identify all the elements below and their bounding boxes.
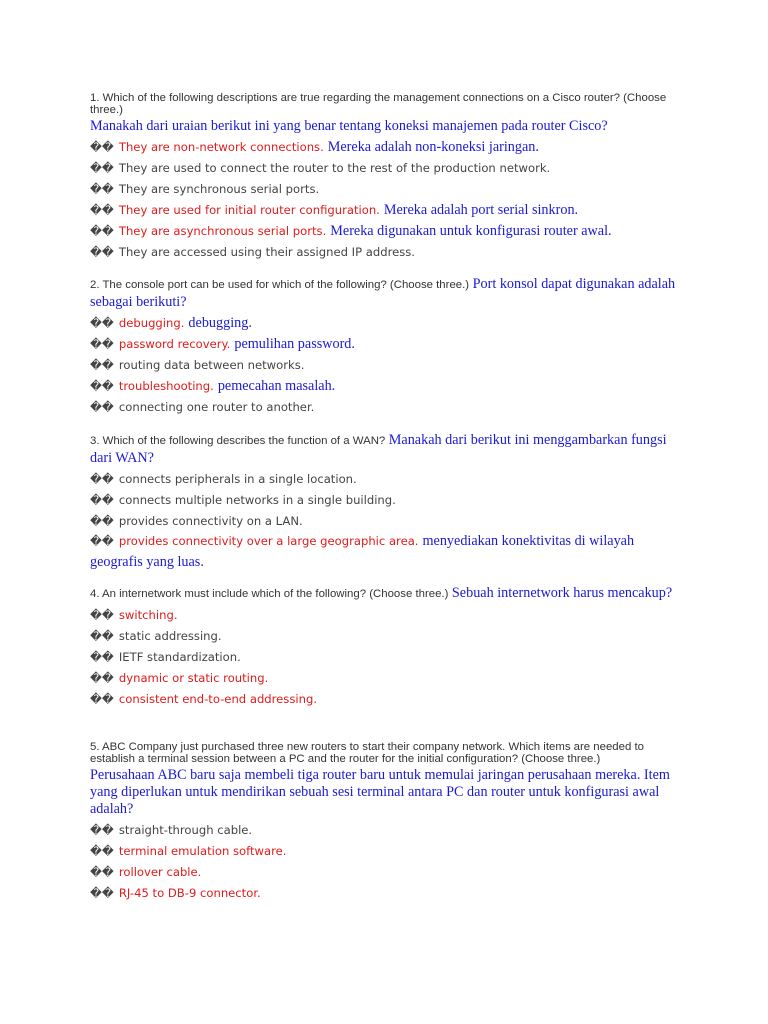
option-text-en: connecting one router to another. <box>118 400 315 414</box>
option <box>90 240 680 261</box>
bullet-glyph: �� <box>90 161 114 175</box>
option <box>90 881 680 902</box>
option-text-en: terminal emulation software. <box>118 844 287 858</box>
option-text-en: They are accessed using their assigned IP address. <box>118 245 415 259</box>
option-text-en: routing data between networks. <box>118 358 305 372</box>
option-text-id: Mereka adalah port serial sinkron. <box>383 202 579 218</box>
option-text-en: password recovery. <box>118 337 231 351</box>
question-text-id: Port konsol dapat digunakan adalah sebagai berikuti? <box>90 276 676 310</box>
question-text-en: 5. ABC Company just purchased three new routers to start their company network. Which items are needed to establish a terminal session between a PC and the router for the initial configuration? (Choose three.) <box>90 741 644 765</box>
question-5 <box>90 741 680 902</box>
bullet-glyph: �� <box>90 400 114 414</box>
option <box>90 135 680 156</box>
bullet-glyph: �� <box>90 140 114 154</box>
bullet-glyph: �� <box>90 514 114 528</box>
bullet-glyph: �� <box>90 629 114 643</box>
option-text-en: dynamic or static routing. <box>118 671 269 685</box>
bullet-glyph: �� <box>90 493 114 507</box>
option <box>90 219 680 240</box>
option <box>90 177 680 198</box>
question-heading <box>90 432 680 467</box>
bullet-glyph: �� <box>90 358 114 372</box>
bullet-glyph: �� <box>90 671 114 685</box>
option-text-en: debugging. <box>118 316 185 330</box>
option <box>90 488 680 509</box>
question-text-en: 3. Which of the following describes the function of a WAN? <box>90 435 386 447</box>
option <box>90 860 680 881</box>
option <box>90 509 680 530</box>
option <box>90 311 680 332</box>
bullet-glyph: �� <box>90 650 114 664</box>
option-text-en: IETF standardization. <box>118 650 241 664</box>
bullet-glyph: �� <box>90 182 114 196</box>
option-text-en: RJ-45 to DB-9 connector. <box>118 886 261 900</box>
option-text-en: connects peripherals in a single location. <box>118 472 357 486</box>
bullet-glyph: �� <box>90 472 114 486</box>
option <box>90 624 680 645</box>
option-text-en: provides connectivity on a LAN. <box>118 514 303 528</box>
option-text-id: pemecahan masalah. <box>217 378 336 394</box>
question-4 <box>90 585 680 708</box>
bullet-glyph: �� <box>90 245 114 259</box>
option-text-en: provides connectivity over a large geographic area. <box>118 534 419 548</box>
option-text-id: debugging. <box>188 315 252 331</box>
option <box>90 395 680 416</box>
bullet-glyph: �� <box>90 316 114 330</box>
option <box>90 687 680 708</box>
question-text-id: Manakah dari uraian berikut ini yang benar tentang koneksi manajemen pada router Cisco? <box>90 118 608 134</box>
bullet-glyph: �� <box>90 337 114 351</box>
question-text-en: 1. Which of the following descriptions are true regarding the management connections on a Cisco router? (Choose three.) <box>90 92 667 116</box>
option-text-en: They are used to connect the router to the rest of the production network. <box>118 161 551 175</box>
option-text-en: They are asynchronous serial ports. <box>118 224 327 238</box>
option-text-id: Mereka adalah non-koneksi jaringan. <box>327 139 539 155</box>
question-text-id: Sebuah internetwork harus mencakup? <box>451 585 673 601</box>
bullet-glyph: �� <box>90 823 114 837</box>
option-text-en: troubleshooting. <box>118 379 214 393</box>
option-text-id: Mereka digunakan untuk konfigurasi router awal. <box>330 223 612 239</box>
question-text-id: Manakah dari berikut ini menggambarkan fungsi dari WAN? <box>90 432 667 466</box>
question-2 <box>90 276 680 416</box>
option <box>90 603 680 624</box>
bullet-glyph: �� <box>90 534 114 548</box>
bullet-glyph: �� <box>90 886 114 900</box>
option <box>90 332 680 353</box>
option <box>90 374 680 395</box>
option <box>90 156 680 177</box>
bullet-glyph: �� <box>90 379 114 393</box>
option-text-id: menyediakan konektivitas di wilayah geografis yang luas. <box>90 533 635 570</box>
option-text-en: They are used for initial router configuration. <box>118 203 380 217</box>
option <box>90 198 680 219</box>
option-text-en: static addressing. <box>118 629 222 643</box>
bullet-glyph: �� <box>90 224 114 238</box>
question-3 <box>90 432 680 571</box>
question-heading <box>90 585 680 603</box>
option-text-en: They are synchronous serial ports. <box>118 182 320 196</box>
option <box>90 818 680 839</box>
question-text-en: 2. The console port can be used for which of the following? (Choose three.) <box>90 279 470 291</box>
question-text-en: 4. An internetwork must include which of the following? (Choose three.) <box>90 588 449 600</box>
option-text-en: connects multiple networks in a single building. <box>118 493 396 507</box>
option <box>90 467 680 488</box>
option-text-id: pemulihan password. <box>234 336 355 352</box>
bullet-glyph: �� <box>90 865 114 879</box>
question-heading <box>90 276 680 311</box>
option <box>90 666 680 687</box>
bullet-glyph: �� <box>90 608 114 622</box>
option-text-en: switching. <box>118 608 178 622</box>
option <box>90 645 680 666</box>
option-text-en: rollover cable. <box>118 865 202 879</box>
question-text-id: Perusahaan ABC baru saja membeli tiga router baru untuk memulai jaringan perusahaan mereka. Item yang diperlukan untuk mendirikan sebuah sesi terminal antara PC dan router untuk konfigurasi awal adalah? <box>90 767 670 817</box>
option <box>90 530 680 571</box>
option-text-en: They are non-network connections. <box>118 140 324 154</box>
option-text-en: consistent end-to-end addressing. <box>118 692 317 706</box>
bullet-glyph: �� <box>90 844 114 858</box>
option <box>90 839 680 860</box>
option <box>90 353 680 374</box>
bullet-glyph: �� <box>90 692 114 706</box>
bullet-glyph: �� <box>90 203 114 217</box>
option-text-en: straight-through cable. <box>118 823 253 837</box>
question-1 <box>90 92 680 261</box>
